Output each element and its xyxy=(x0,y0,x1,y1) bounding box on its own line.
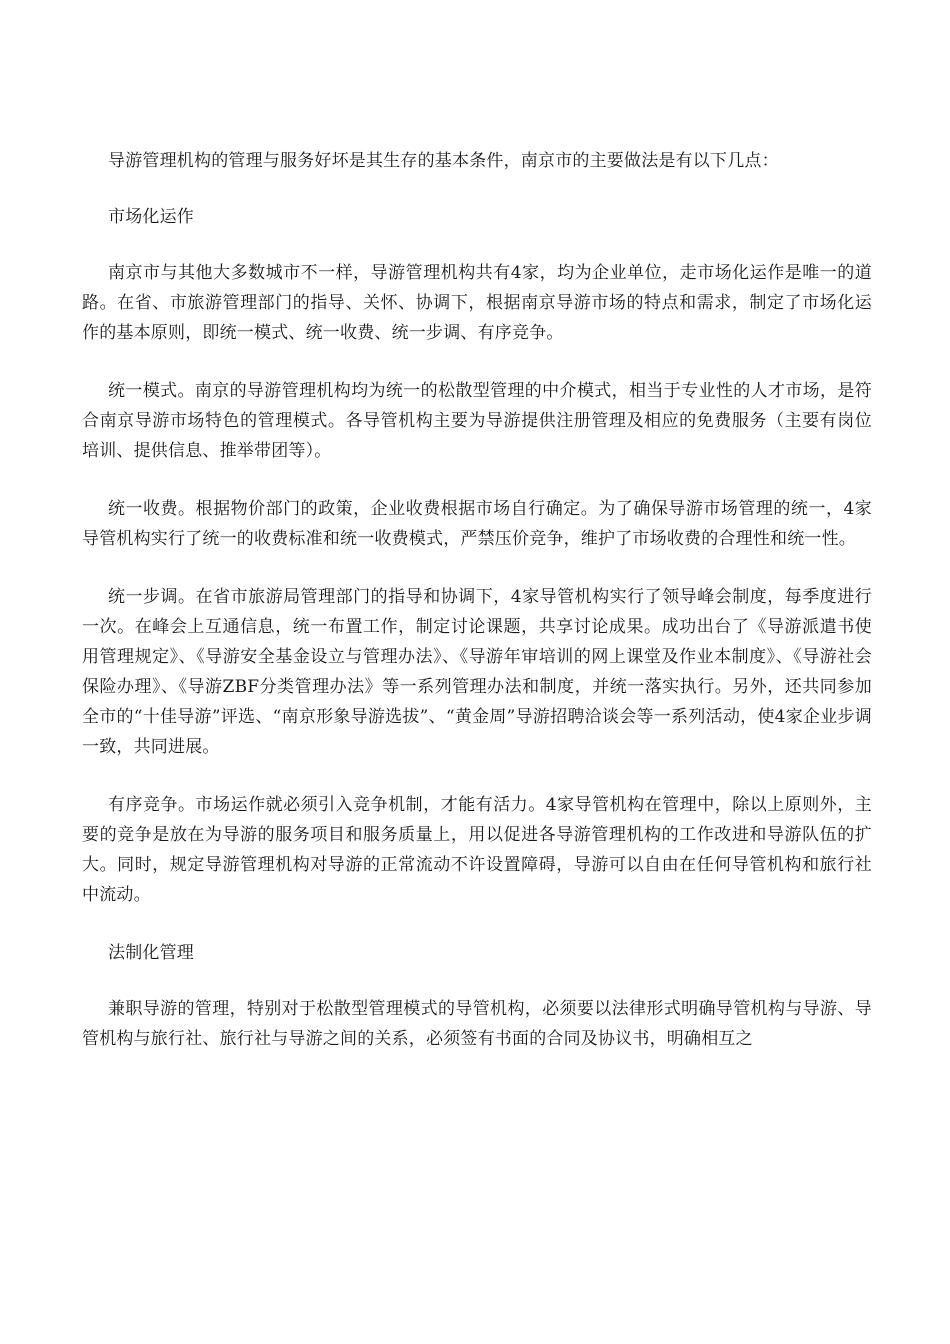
document-page xyxy=(82,146,872,1082)
paragraph-unified-pace: 统一步调。在省市旅游局管理部门的指导和协调下，4家导管机构实行了领导峰会制度，每季度进行一次。在峰会上互通信息，统一布置工作，制定讨论课题，共享讨论成果。成功出台了《导游派遣书使用管理规定》、《导游安全基金设立与管理办法》、《导游年审培训的网上课堂及作业本制度》、《导游社会保险办理》、《导游ZBF分类管理办法》等一系列管理办法和制度，并统一落实执行。另外，还共同参加全市的“十佳导游”评选、“南京形象导游选拔”、“黄金周”导游招聘洽谈会等一系列活动，使4家企业步调一致，共同进展。 xyxy=(82,587,872,757)
paragraph-orderly-competition: 有序竞争。市场运作就必须引入竞争机制，才能有活力。4家导管机构在管理中，除以上原则外，主要的竞争是放在为导游的服务项目和服务质量上，用以促进各导游管理机构的工作改进和导游队伍的扩大。同时，规定导游管理机构对导游的正常流动不许设置障碍，导游可以自由在任何导管机构和旅行社中流动。 xyxy=(82,795,872,905)
section-heading-market-operation: 市场化运作 xyxy=(108,207,194,227)
intro-paragraph: 导游管理机构的管理与服务好坏是其生存的基本条件，南京市的主要做法是有以下几点： xyxy=(108,151,779,171)
paragraph-market-overview: 南京市与其他大多数城市不一样，导游管理机构共有4家，均为企业单位，走市场化运作是唯一的道路。在省、市旅游管理部门的指导、关怀、协调下，根据南京导游市场的特点和需求，制定了市场化运作的基本原则，即统一模式、统一收费、统一步调、有序竞争。 xyxy=(82,263,872,343)
paragraph-part-time-guides: 兼职导游的管理，特别对于松散型管理模式的导管机构，必须要以法律形式明确导管机构与导游、导管机构与旅行社、旅行社与导游之间的关系，必须签有书面的合同及协议书，明确相互之 xyxy=(82,999,872,1049)
section-heading-legal-management: 法制化管理 xyxy=(108,943,194,963)
paragraph-unified-fees: 统一收费。根据物价部门的政策，企业收费根据市场自行确定。为了确保导游市场管理的统一，4家导管机构实行了统一的收费标准和统一收费模式，严禁压价竞争，维护了市场收费的合理性和统一性。 xyxy=(82,499,872,549)
paragraph-unified-model: 统一模式。南京的导游管理机构均为统一的松散型管理的中介模式，相当于专业性的人才市场，是符合南京导游市场特色的管理模式。各导管机构主要为导游提供注册管理及相应的免费服务（主要有岗位培训、提供信息、推举带团等）。 xyxy=(82,381,872,461)
